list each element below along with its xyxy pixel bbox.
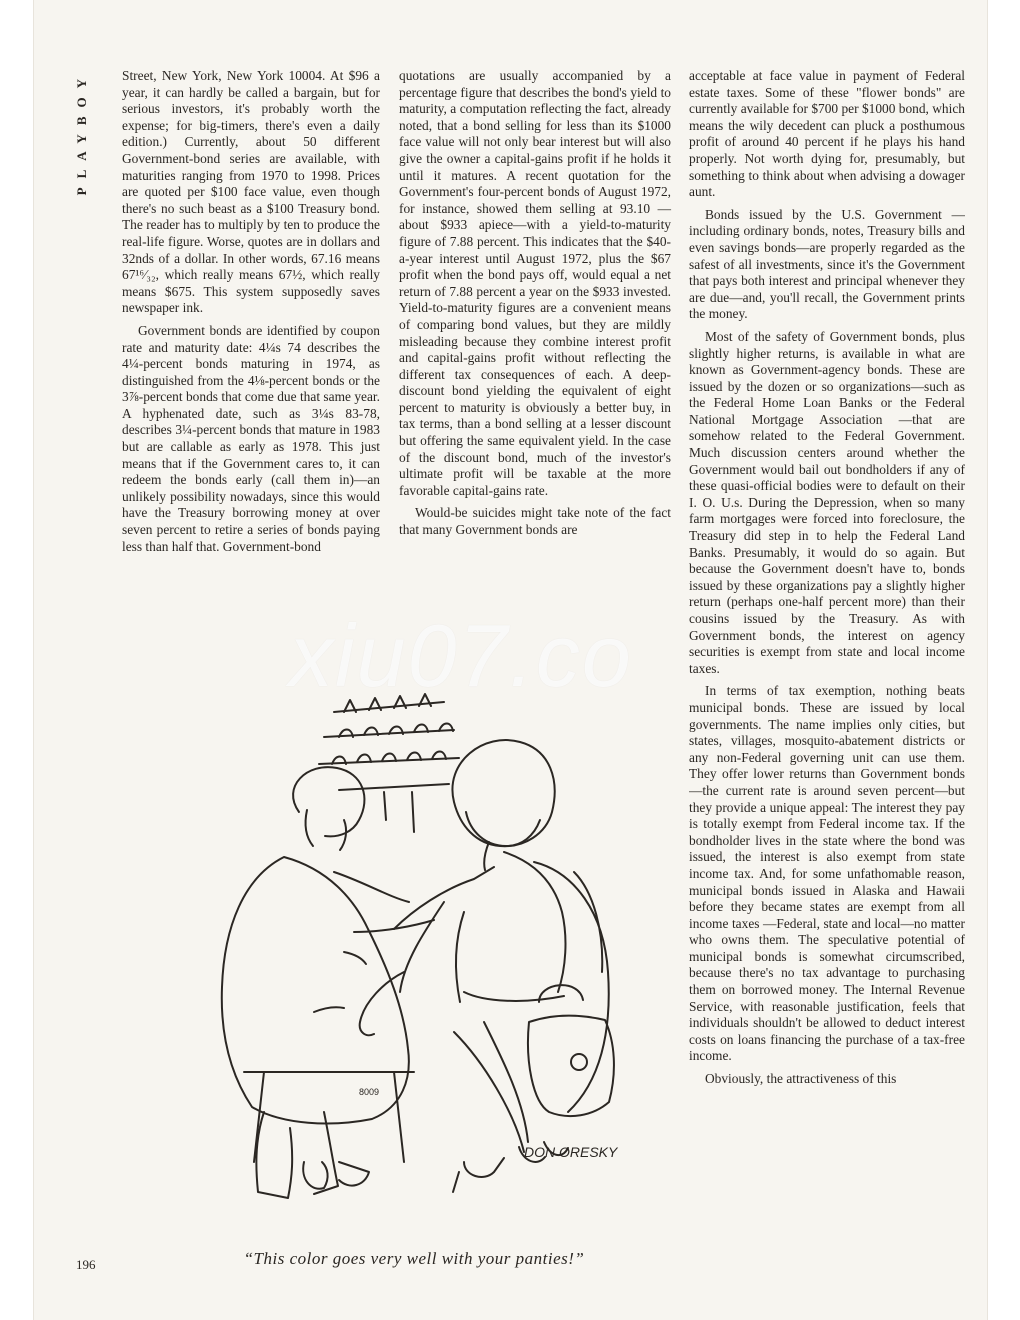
- paragraph: Street, New York, New York 10004. At $96 a year, it can hardly be called a bargain, but for serious investors, it's probably worth the expense; for big-timers, there's even a daily edition.) Currently, about 50 different Government-bond series are available, with maturities ranging from 1970 to 1998. Prices are quoted per $100 face value, even though there's no such beast as a $100 Treasury bond. The reader has to multiply by ten to produce the real-life figure. Worse, quotes are in dollars and 32nds of a dollar. In other words, 67.16 means 67¹⁶⁄₃₂, which really means 67½, which really means $675. This system supposedly saves newspaper ink.: [122, 68, 380, 316]
- shoe-rack-drawing: [319, 694, 459, 832]
- cartoon-illustration: [204, 692, 684, 1232]
- text-column-3: [689, 68, 965, 1268]
- paragraph: Obviously, the attractiveness of this: [705, 1071, 897, 1087]
- paragraph: quotations are usually accompanied by a percentage figure that describes the bond's yield to maturity, a computation reflecting the fact, already noted, that a bond selling for less than its $1000 face value will not only bear interest but will also give the owner a capital-gains profit if he holds it until it matures. A recent quotation for the Government's four-percent bonds of August 1972, for instance, showed them selling at 93.10 —about $933 apiece—with a yield-to-maturity figure of 7.88 percent. This indicates that the $40-a-year interest until August 1972, plus the $67 profit when the bond pays off, would equal a net return of 7.88 percent a year on the $933 invested. Yield-to-maturity figures are a convenient means of comparing bond values, but they are mildly misleading because they combine interest profit and capital-gains profit without reflecting the different tax consequences of each. A deep-discount bond yielding the equivalent of eight percent to maturity is obviously a better buy, in tax terms, than a bond selling at a lesser discount but offering the same equivalent yield. In the case of the discount bond, much of the investor's ultimate profit will be taxable at the more favorable capital-gains rate.: [399, 68, 671, 498]
- paragraph: Government bonds are identified by coupon rate and maturity date: 4¼s 74 describes the 4¼-percent bonds maturing in 1974, as distinguished from the 4⅛-percent bonds or the 3⅞-percent bonds that come due that same year. A hyphenated date, such as 3¼s 83-78, describes 3¼-percent bonds that mature in 1983 but are callable as early as 1978. This just means that if the Government cares to, it can redeem the bonds early (call them in)—an unlikely possibility nowadays, since this would have the Treasury borrowing money at over seven percent to retire a series of bonds paying less than half that. Government-bond: [122, 322, 380, 554]
- magazine-page: [33, 0, 988, 1320]
- paragraph: Most of the safety of Government bonds, plus slightly higher returns, is available in what are known as Government-agency bonds. These are issued by the dozen or so organizations—such as the Federal Home Loan Banks or the Federal National Mortgage Association —that are somehow related to the Federal Government. Much discussion centers around whether the Government would bail out bondholders if any of these quasi-official bodies were to default on their I. O. U.s. During the Depression, when so many farm mortgages were forced into foreclosure, the Treasury did step in to help the Federal Land Banks. Presumably, it would do so again. But because the Government doesn't have to, bonds issued by these organizations pay a slightly higher return (perhaps one-half percent more) than their cousins issued by the Treasury. As with Government bonds, the interest on agency securities is exempt from state and local income taxes.: [689, 328, 965, 676]
- purse-drawing: [528, 985, 614, 1116]
- paragraph: In terms of tax exemption, nothing beats municipal bonds. These are issued by local governments. The name implies only cities, but states, villages, mosquito-abatement districts or any non-Federal governing unit can use them. They offer lower returns than Government bonds—the current rate is around seven percent—but they provide a unique appeal: The interest they pay is totally exempt from Federal income tax. If the bondholder lives in the state where the bond was issued, the interest is also exempt from state income tax. And, for some unfathomable reason, municipal bonds issued in Alaska and Hawaii before they became states are exempt from all income taxes —Federal, state and local—no matter who owns them. The speculative potential of municipal bonds is somewhat circumscribed, because there's no tax advantage to purchasing them on borrowed money. The Internal Revenue Service, with reasonable justification, feels that individuals shouldn't be allowed to deduct interest costs on loans financing the purchase of a tax-free income.: [689, 683, 965, 1064]
- running-head: PLAYBOY: [74, 70, 89, 196]
- cartoon-caption: “This color goes very well with your panties!”: [243, 1249, 585, 1268]
- page-number: 196: [76, 1257, 96, 1272]
- text-column-2: [399, 68, 671, 539]
- cartoonist-signature: DON ORESKY: [524, 1144, 618, 1160]
- text-column-1: [122, 68, 380, 555]
- paragraph: Bonds issued by the U.S. Government —including ordinary bonds, notes, Treasury bills and even savings bonds—are properly regarded as the safest of all investments, since it's the Government that pays both interest and principal whenever they are due—and, you'll recall, the Government prints the money.: [689, 206, 965, 322]
- paragraph: acceptable at face value in payment of Federal estate taxes. Some of these "flower bonds" are currently available for $700 per $1000 bond, which means the wily decedent can pluck a posthumous profit of around 40 percent if he plays his hand properly. Not worth dying for, presumably, but something to think about when advising a dowager aunt.: [689, 68, 965, 200]
- watermark-text: xiu07.co: [289, 606, 633, 705]
- shoe-box-label: 8009: [359, 1087, 380, 1097]
- paragraph: Would-be suicides might take note of the fact that many Government bonds are: [399, 505, 671, 538]
